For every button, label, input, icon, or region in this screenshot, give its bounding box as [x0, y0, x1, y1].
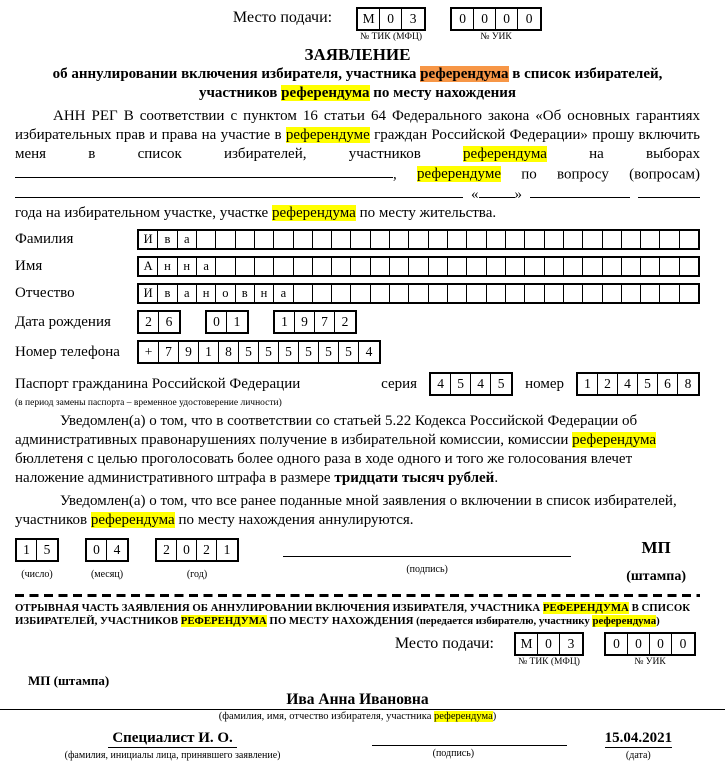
- passport-row: [15, 372, 700, 396]
- birth-year-cells: [273, 310, 357, 334]
- official-signature-row: [15, 729, 700, 761]
- char-cell: 8: [684, 376, 692, 391]
- char-cell: 5: [319, 342, 339, 362]
- char-cell: а: [178, 285, 197, 302]
- date-column: [577, 729, 700, 761]
- text-segment: Уведомлен(а) о том, что все ранее поданные мной заявления о включении в список избирателей, участников: [15, 493, 677, 528]
- char-cell: [255, 258, 274, 275]
- char-cell: 5: [451, 374, 471, 394]
- patronymic-cells: [137, 283, 700, 304]
- char-cell: в: [158, 231, 177, 248]
- char-cell: [351, 231, 370, 248]
- text-segment: РЕФЕРЕНДУМА: [542, 602, 629, 614]
- sign-year-caption: (год): [186, 569, 208, 580]
- char-cell: 0: [452, 9, 474, 29]
- tik-box-group: [356, 7, 426, 42]
- char-cell: [351, 285, 370, 302]
- official-signature-column: [330, 729, 577, 759]
- official-name: Специалист И. О.: [108, 730, 236, 748]
- char-cell: 2: [598, 374, 618, 394]
- surname-row: [15, 229, 700, 250]
- char-cell: [274, 231, 293, 248]
- char-cell: 6: [658, 374, 678, 394]
- char-cell: 5: [638, 374, 658, 394]
- sign-month-cells: [85, 538, 129, 562]
- char-cell: [641, 258, 660, 275]
- official-column: [15, 729, 330, 761]
- char-cell: 4: [471, 374, 491, 394]
- char-cell: 6: [165, 314, 173, 329]
- text-segment: .: [494, 470, 499, 486]
- char-cell: [313, 258, 332, 275]
- char-cell: [506, 231, 525, 248]
- passport-series-cells: [429, 372, 513, 396]
- char-cell: [525, 285, 544, 302]
- char-cell: [216, 231, 235, 248]
- char-cell: [603, 285, 622, 302]
- char-cell: 0: [474, 9, 496, 29]
- char-cell: [583, 285, 602, 302]
- char-cell: [487, 285, 506, 302]
- char-cell: а: [178, 231, 197, 248]
- char-cell: [680, 258, 698, 275]
- char-cell: [525, 258, 544, 275]
- tear-tik-cells: [514, 632, 584, 656]
- char-cell: [255, 231, 274, 248]
- char-cell: [236, 258, 255, 275]
- text-segment: референдума: [90, 512, 175, 528]
- char-cell: 5: [239, 342, 259, 362]
- char-cell: [236, 231, 255, 248]
- char-cell: [487, 231, 506, 248]
- char-cell: [429, 231, 448, 248]
- blank-line: [479, 184, 515, 198]
- char-cell: [641, 231, 660, 248]
- char-cell: 4: [618, 374, 638, 394]
- birth-month-cells: [205, 310, 249, 334]
- char-cell: [487, 258, 506, 275]
- char-cell: [641, 285, 660, 302]
- text-segment: ): [492, 710, 497, 722]
- char-cell: [409, 258, 428, 275]
- sign-month-caption: (месяц): [90, 569, 124, 580]
- char-cell: 0: [679, 635, 687, 651]
- official-signature-caption: (подпись): [432, 747, 475, 759]
- text-segment: референдума: [572, 432, 657, 448]
- char-cell: [545, 231, 564, 248]
- char-cell: [429, 285, 448, 302]
- char-cell: [603, 231, 622, 248]
- char-cell: 0: [177, 540, 197, 560]
- text-segment: референдуме: [285, 126, 370, 143]
- char-cell: [603, 258, 622, 275]
- uik-number-cells: [450, 7, 542, 31]
- char-cell: 3: [567, 635, 575, 651]
- char-cell: 4: [431, 374, 451, 394]
- char-cell: [294, 285, 313, 302]
- stamp-mp-label: МП: [641, 538, 671, 557]
- birth-date-row: [15, 310, 700, 334]
- char-cell: 4: [113, 542, 121, 557]
- char-cell: в: [236, 285, 255, 302]
- char-cell: [564, 258, 583, 275]
- char-cell: 5: [299, 342, 319, 362]
- char-cell: 0: [525, 11, 533, 26]
- text-segment: (фамилия, имя, отчество избирателя, участника: [218, 710, 435, 722]
- char-cell: 0: [538, 634, 560, 654]
- text-segment: «: [463, 186, 479, 202]
- char-cell: [332, 258, 351, 275]
- char-cell: н: [158, 258, 177, 275]
- char-cell: [564, 285, 583, 302]
- char-cell: [467, 285, 486, 302]
- char-cell: 5: [339, 342, 359, 362]
- text-segment: на выборах: [546, 145, 700, 162]
- char-cell: [660, 258, 679, 275]
- char-cell: о: [216, 285, 235, 302]
- char-cell: 0: [496, 9, 518, 29]
- char-cell: 0: [87, 540, 107, 560]
- char-cell: 1: [233, 314, 241, 329]
- firstname-row: [15, 256, 700, 277]
- phone-label: Номер телефона: [15, 343, 120, 360]
- char-cell: 0: [650, 634, 672, 654]
- text-segment: референдума: [420, 66, 509, 82]
- voter-name-caption: [15, 711, 700, 722]
- form-title: ЗАЯВЛЕНИЕ: [304, 45, 411, 64]
- surname-cells: [137, 229, 700, 250]
- text-segment: [630, 186, 638, 202]
- text-segment: ): [656, 614, 660, 627]
- char-cell: [390, 231, 409, 248]
- sign-year-cells: [155, 538, 239, 562]
- text-segment: референдума: [463, 145, 547, 162]
- char-cell: [506, 285, 525, 302]
- char-cell: 0: [207, 312, 227, 332]
- text-segment: »: [514, 186, 530, 202]
- text-segment: АНН РЕГ В соответствии с пунктом 16 статьи 64 Федерального закона «Об основных гарантиях избирательных прав и права на участие в: [15, 107, 700, 143]
- acceptance-date-caption: (дата): [625, 749, 651, 761]
- char-cell: 9: [179, 342, 199, 362]
- char-cell: [332, 231, 351, 248]
- passport-series-number: [381, 372, 700, 396]
- voter-name-rule: [0, 709, 725, 710]
- acceptance-date: 15.04.2021: [604, 729, 673, 746]
- tear-tik-box-group: [514, 632, 584, 667]
- birth-date-label: Дата рождения: [15, 313, 111, 330]
- char-cell: 2: [197, 540, 217, 560]
- char-cell: 1: [199, 342, 219, 362]
- char-cell: н: [197, 285, 216, 302]
- char-cell: [583, 231, 602, 248]
- text-segment: по месту нахождения аннулируются.: [174, 512, 414, 528]
- text-segment: бюллетеня с целью проголосовать более одного раза в ходе одного и того же голосования влечет наложение административного штрафа в размере: [15, 451, 633, 486]
- text-segment: участников: [198, 84, 282, 101]
- tear-uik-box-group: [604, 632, 696, 667]
- text-segment: об аннулировании включения избирателя, участника: [52, 66, 421, 82]
- place-of-submission-tear: [15, 632, 696, 667]
- text-segment: референдума: [592, 614, 657, 627]
- statement-paragraph: [15, 107, 700, 224]
- char-cell: [622, 285, 641, 302]
- char-cell: [680, 285, 698, 302]
- date-signature-row: [15, 538, 700, 585]
- tear-uik-caption: № УИК: [634, 656, 666, 667]
- char-cell: 1: [578, 374, 598, 394]
- char-cell: [409, 231, 428, 248]
- text-segment: ПО МЕСТУ НАХОЖДЕНИЯ (передается избирателю, участнику: [266, 614, 593, 627]
- char-cell: [313, 231, 332, 248]
- form-subtitle: [15, 65, 700, 103]
- annulment-notice-paragraph: [15, 492, 700, 530]
- patronymic-label: Отчество: [15, 285, 75, 301]
- blank-line: [638, 184, 700, 198]
- char-cell: 4: [365, 344, 373, 359]
- char-cell: И: [139, 285, 158, 302]
- char-cell: 1: [223, 542, 231, 557]
- uik-caption: № УИК: [480, 32, 512, 42]
- char-cell: [660, 285, 679, 302]
- char-cell: [274, 258, 293, 275]
- char-cell: [622, 258, 641, 275]
- signature-line-group: [283, 538, 571, 575]
- char-cell: 1: [275, 312, 295, 332]
- char-cell: [371, 231, 390, 248]
- char-cell: [680, 231, 698, 248]
- surname-label: Фамилия: [15, 231, 74, 247]
- char-cell: [448, 258, 467, 275]
- char-cell: 0: [606, 634, 628, 654]
- char-cell: 5: [259, 342, 279, 362]
- char-cell: [622, 231, 641, 248]
- char-cell: [545, 258, 564, 275]
- char-cell: а: [274, 285, 293, 302]
- char-cell: [506, 258, 525, 275]
- phone-row: [15, 340, 700, 364]
- char-cell: [545, 285, 564, 302]
- char-cell: +: [139, 342, 159, 362]
- char-cell: 7: [315, 312, 335, 332]
- text-segment: тридцати тысяч рублей: [334, 470, 495, 486]
- stamp-group: [626, 538, 686, 585]
- text-segment: по вопросу (вопросам): [501, 165, 701, 182]
- tear-stamp-label: МП (штампа): [28, 672, 110, 688]
- char-cell: 2: [139, 312, 159, 332]
- char-cell: а: [197, 258, 216, 275]
- char-cell: 2: [157, 540, 177, 560]
- char-cell: [429, 258, 448, 275]
- phone-cells: [137, 340, 381, 364]
- char-cell: [390, 258, 409, 275]
- tear-place-label: Место подачи:: [394, 634, 494, 652]
- char-cell: [216, 258, 235, 275]
- text-segment: РЕФЕРЕНДУМА: [180, 614, 267, 627]
- blank-line: [15, 184, 463, 198]
- char-cell: н: [255, 285, 274, 302]
- char-cell: [371, 285, 390, 302]
- passport-note: (в период замены паспорта – временное удостоверение личности): [15, 398, 282, 408]
- text-segment: по месту жительства.: [355, 205, 497, 221]
- char-cell: [564, 231, 583, 248]
- char-cell: 0: [628, 634, 650, 654]
- passport-number-label: номер: [525, 375, 564, 392]
- char-cell: И: [139, 231, 158, 248]
- tear-off-heading: [15, 602, 700, 628]
- tear-tik-caption: № ТИК (МФЦ): [518, 656, 580, 667]
- char-cell: [197, 231, 216, 248]
- passport-number-cells: [576, 372, 700, 396]
- char-cell: [467, 231, 486, 248]
- char-cell: 3: [409, 11, 417, 26]
- firstname-label: Имя: [15, 258, 43, 274]
- char-cell: [448, 231, 467, 248]
- voter-name-block: [15, 691, 700, 722]
- text-segment: референдума: [434, 710, 493, 722]
- char-cell: 2: [341, 314, 349, 329]
- passport-label: Паспорт гражданина Российской Федерации: [15, 375, 301, 392]
- char-cell: 8: [219, 342, 239, 362]
- char-cell: 0: [380, 9, 402, 29]
- blank-line: [15, 164, 393, 178]
- signature-caption: (подпись): [406, 564, 448, 575]
- sign-day-group: [15, 538, 59, 580]
- patronymic-row: [15, 283, 700, 304]
- fine-notice-paragraph: [15, 412, 700, 488]
- text-segment: года на избирательном участке, участке: [15, 205, 272, 221]
- char-cell: 1: [17, 540, 37, 560]
- char-cell: М: [516, 634, 538, 654]
- char-cell: [351, 258, 370, 275]
- char-cell: [313, 285, 332, 302]
- sign-year-group: [155, 538, 239, 580]
- stamp-caption: (штампа): [626, 569, 686, 584]
- birth-day-cells: [137, 310, 181, 334]
- text-segment: референдуме: [417, 165, 502, 182]
- char-cell: 9: [295, 312, 315, 332]
- place-of-submission-top: [15, 7, 700, 42]
- char-cell: 7: [159, 342, 179, 362]
- char-cell: [294, 258, 313, 275]
- text-segment: ,: [393, 165, 418, 182]
- official-caption: (фамилия, инициалы лица, принявшего заявление): [64, 749, 281, 761]
- sign-day-cells: [15, 538, 59, 562]
- sign-day-caption: (число): [21, 569, 53, 580]
- text-segment: референдума: [271, 205, 356, 221]
- signature-line: [283, 538, 571, 557]
- char-cell: [467, 258, 486, 275]
- char-cell: [390, 285, 409, 302]
- char-cell: А: [139, 258, 158, 275]
- official-signature-line: [372, 729, 567, 746]
- char-cell: [583, 258, 602, 275]
- char-cell: н: [178, 258, 197, 275]
- char-cell: 5: [279, 342, 299, 362]
- tik-caption: № ТИК (МФЦ): [360, 32, 422, 42]
- text-segment: граждан Российской Федерации» прошу включить меня в список избирателей, участников: [15, 126, 700, 162]
- char-cell: 5: [497, 376, 505, 391]
- blank-line: [530, 184, 630, 198]
- char-cell: [371, 258, 390, 275]
- char-cell: [660, 231, 679, 248]
- text-segment: В СПИСОК ИЗБИРАТЕЛЕЙ, УЧАСТНИКОВ: [15, 602, 691, 627]
- char-cell: 5: [43, 542, 51, 557]
- char-cell: [525, 231, 544, 248]
- text-segment: референдума: [281, 84, 370, 101]
- char-cell: в: [158, 285, 177, 302]
- text-segment: в список избирателей,: [508, 66, 663, 82]
- char-cell: [409, 285, 428, 302]
- char-cell: [448, 285, 467, 302]
- text-segment: по месту нахождения: [369, 84, 517, 101]
- char-cell: [332, 285, 351, 302]
- sign-month-group: [85, 538, 129, 580]
- place-of-submission-label: Место подачи:: [232, 9, 333, 26]
- tik-number-cells: [356, 7, 426, 31]
- tear-off-dashed-line: [15, 594, 700, 597]
- uik-box-group: [450, 7, 542, 42]
- char-cell: М: [358, 9, 380, 29]
- voter-full-name: Ива Анна Ивановна: [286, 690, 429, 708]
- passport-series-label: серия: [381, 375, 418, 392]
- text-segment: Уведомлен(а) о том, что в соответствии со статьей 5.22 Кодекса Российской Федерации об административных правонарушениях получение в избирательной комиссии, комиссии: [15, 413, 638, 448]
- text-segment: ОТРЫВНАЯ ЧАСТЬ ЗАЯВЛЕНИЯ ОБ АННУЛИРОВАНИИ ВКЛЮЧЕНИЯ ИЗБИРАТЕЛЯ, УЧАСТНИКА: [15, 602, 543, 614]
- firstname-cells: [137, 256, 700, 277]
- char-cell: [294, 231, 313, 248]
- tear-uik-cells: [604, 632, 696, 656]
